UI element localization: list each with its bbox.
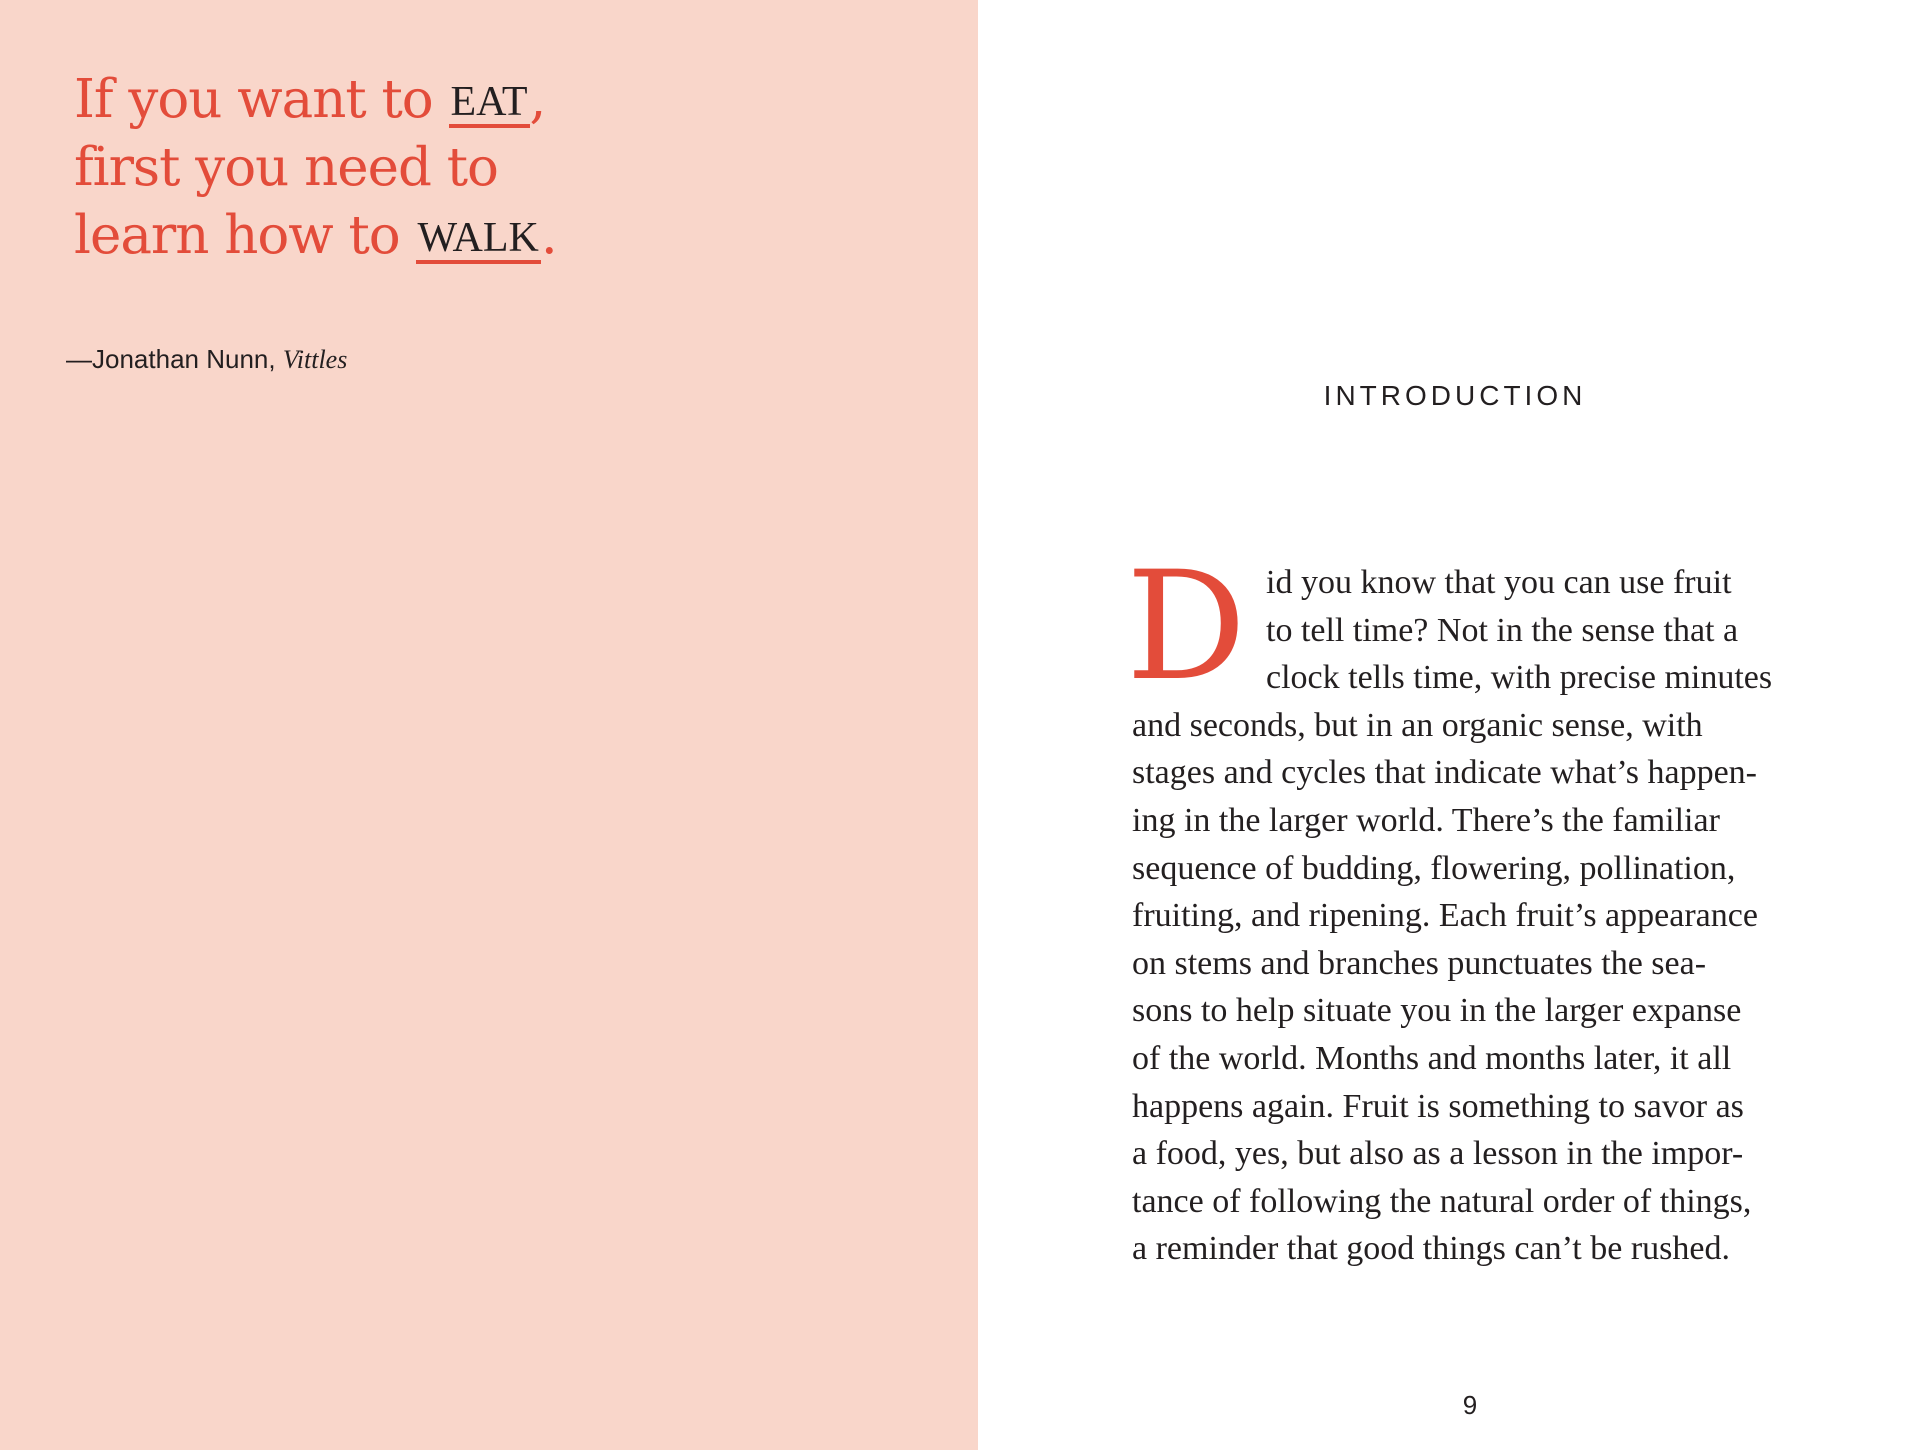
epigraph-quote (74, 66, 694, 270)
body-paragraph (1132, 559, 1812, 1273)
body-line: stages and cycles that indicate what’s happen- (1132, 754, 1757, 792)
body-line: a reminder that good things can’t be rushed. (1132, 1230, 1730, 1268)
epigraph-emphasis-eat: EAT (449, 81, 530, 128)
epigraph-emphasis-walk: WALK (416, 217, 541, 264)
body-line: sequence of budding, flowering, pollination, (1132, 849, 1736, 887)
body-line: id you know that you can use fruit (1266, 564, 1732, 601)
body-line: tance of following the natural order of things, (1132, 1182, 1752, 1220)
body-line: of the world. Months and months later, it all (1132, 1039, 1732, 1077)
epigraph-line-3 (74, 202, 694, 270)
attribution-author: —Jonathan Nunn, (66, 344, 276, 374)
epigraph-text: learn how to (74, 205, 416, 266)
epigraph-punctuation: , (529, 69, 546, 130)
body-line: fruiting, and ripening. Each fruit’s appearance (1132, 897, 1758, 935)
body-line: and seconds, but in an organic sense, with (1132, 706, 1703, 744)
body-line: sons to help situate you in the larger expanse (1132, 992, 1742, 1030)
epigraph-attribution (66, 344, 347, 375)
body-line: clock tells time, with precise minutes (1266, 659, 1773, 697)
epigraph-text: If you want to (74, 69, 449, 130)
body-line: ing in the larger world. There’s the familiar (1132, 801, 1720, 839)
epigraph-punctuation: . (540, 205, 557, 266)
body-line: happens again. Fruit is something to savor as (1132, 1087, 1744, 1125)
epigraph-line-1 (74, 66, 694, 134)
page-number: 9 (1462, 1390, 1478, 1420)
body-line: on stems and branches punctuates the sea- (1132, 944, 1707, 982)
attribution-source: Vittles (282, 345, 348, 374)
drop-cap: D (1126, 540, 1247, 714)
body-line: to tell time? Not in the sense that a (1266, 611, 1739, 649)
body-line: a food, yes, but also as a lesson in the impor- (1132, 1135, 1744, 1173)
chapter-heading: INTRODUCTION (1323, 380, 1587, 411)
epigraph-line-2: first you need to (74, 137, 498, 198)
